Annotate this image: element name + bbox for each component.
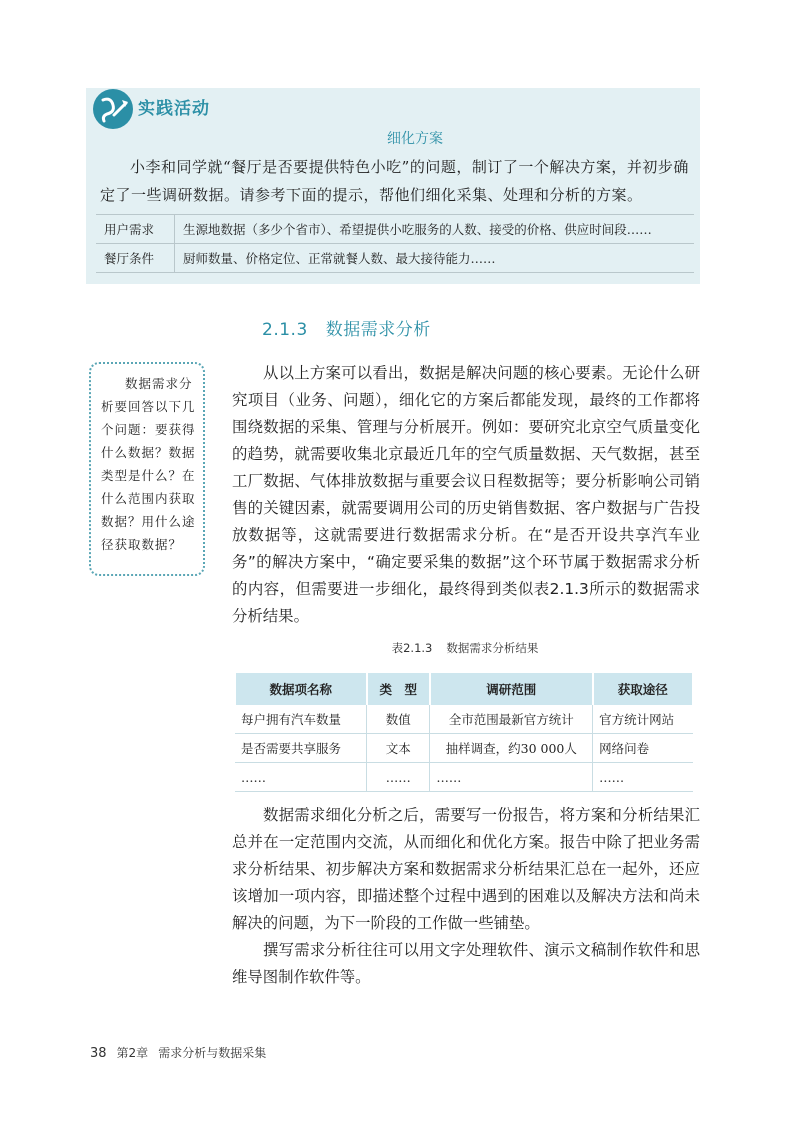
row-value: 厨师数量、价格定位、正常就餐人数、最大接待能力…… [175, 244, 695, 273]
activity-text: 小李和同学就“餐厅是否要提供特色小吃”的问题，制订了一个解决方案，并初步确定了一些调研数据。请参考下面的提示，帮他们细化采集、处理和分析的方案。 [100, 158, 689, 204]
table-row [96, 215, 694, 244]
body-text [232, 360, 700, 630]
row-key: 餐厅条件 [96, 244, 175, 273]
table-cell: 是否需要共享服务 [235, 734, 367, 763]
row-key: 用户需求 [96, 215, 175, 244]
caption-number: 表2.1.3 [391, 641, 433, 655]
caption-title: 数据需求分析结果 [446, 641, 539, 655]
table-cell: …… [235, 763, 367, 792]
table-cell: …… [367, 763, 430, 792]
table-cell: 数值 [367, 705, 430, 734]
side-note-text: 数据需求分析要回答以下几个问题：要获得什么数据？数据类型是什么？在什么范围内获取数据？用什么途径获取数据？ [101, 376, 196, 552]
paragraph: 数据需求细化分析之后，需要写一份报告，将方案和分析结果汇总并在一定范围内交流，从而细化和优化方案。报告中除了把业务需求分析结果、初步解决方案和数据需求分析结果汇总在一起外，还应该增加一项内容，即描述整个过程中遇到的困难以及解决方法和尚未解决的问题，为下一阶段的工作做一些铺垫。 [232, 806, 700, 932]
table-caption [0, 640, 800, 656]
row-value: 生源地数据（多少个省市）、希望提供小吃服务的人数、接受的价格、供应时间段…… [175, 215, 695, 244]
side-note [89, 362, 205, 576]
table-cell: 文本 [367, 734, 430, 763]
table-row [235, 763, 693, 792]
table-cell: 抽样调查，约30 000人 [430, 734, 593, 763]
section-heading [262, 315, 431, 340]
column-header: 获取途径 [593, 673, 693, 705]
paragraph: 从以上方案可以看出，数据是解决问题的核心要素。无论什么研究项目（业务、问题），细化它的方案后都能发现，最终的工作都将围绕数据的采集、管理与分析展开。例如：要研究北京空气质量变化的趋势，就需要收集北京最近几年的空气质量数据、天气数据，甚至工厂数据、气体排放数据与重要会议日程数据等；要分析影响公司销售的关键因素，就需要调用公司的历史销售数据、客户数据与广告投放数据等，这就需要进行数据需求分析。在“是否开设共享汽车业务”的解决方案中，“确定要采集的数据”这个环节属于数据需求分析的内容，但需要进一步细化，最终得到类似表2.1.3所示的数据需求分析结果。 [232, 364, 700, 625]
table-cell: …… [593, 763, 693, 792]
page-footer [90, 1044, 266, 1061]
practice-activity-icon [92, 88, 134, 130]
activity-table [96, 214, 694, 273]
chapter-number: 第2章 [116, 1046, 149, 1060]
paragraph: 撰写需求分析往往可以用文字处理软件、演示文稿制作软件和思维导图制作软件等。 [232, 941, 700, 986]
page-number: 38 [90, 1046, 107, 1061]
activity-subtitle: 细化方案 [387, 131, 443, 147]
activity-paragraph [100, 153, 694, 209]
table-row [235, 705, 693, 734]
section-title: 数据需求分析 [325, 320, 431, 340]
column-header: 调研范围 [430, 673, 593, 705]
chapter-title: 需求分析与数据采集 [158, 1046, 267, 1060]
column-header: 类 型 [367, 673, 430, 705]
column-header: 数据项名称 [235, 673, 367, 705]
section-number: 2.1.3 [262, 320, 308, 340]
table-row [235, 734, 693, 763]
table-cell: 全市范围最新官方统计 [430, 705, 593, 734]
activity-title: 实践活动 [138, 99, 210, 119]
table-cell: 官方统计网站 [593, 705, 693, 734]
table-header-row [235, 673, 693, 705]
table-cell: …… [430, 763, 593, 792]
table-cell: 每户拥有汽车数量 [235, 705, 367, 734]
table-cell: 网络问卷 [593, 734, 693, 763]
body-text-2 [232, 802, 700, 991]
table-row [96, 244, 694, 273]
data-requirement-table [234, 673, 694, 792]
